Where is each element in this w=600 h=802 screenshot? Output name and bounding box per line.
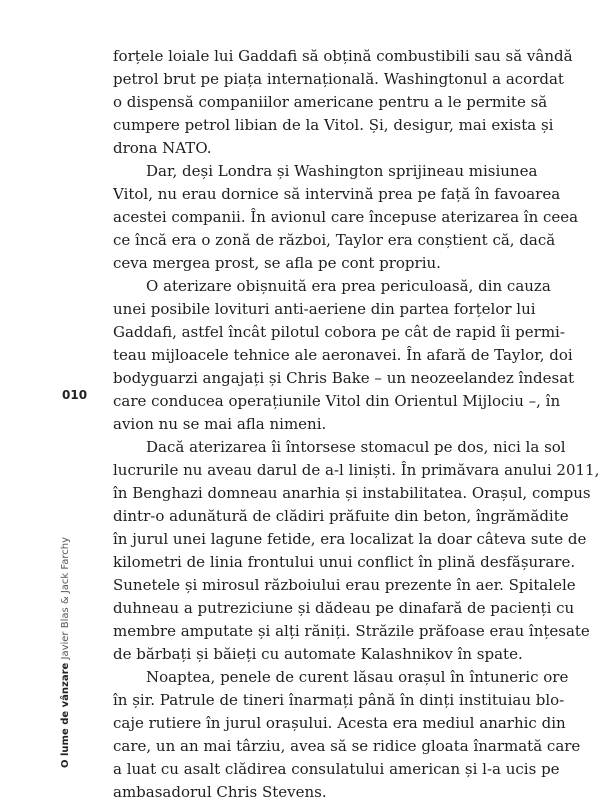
text-line: Gaddafi, astfel încât pilotul cobora pe cât de rapid îi permi- — [113, 323, 565, 341]
text-line: petrol brut pe piața internațională. Washingtonul a acordat — [113, 70, 564, 88]
text-line: dintr-o adunătură de clădiri prăfuite din beton, îngrămădite — [113, 507, 569, 525]
text-line: bodyguarzi angajați și Chris Bake – un neozeelandez îndesat — [113, 369, 575, 387]
text-line: o dispensă companiilor americane pentru a le permite să — [113, 93, 548, 111]
text-line: drona NATO. — [113, 139, 212, 157]
text-line: caje rutiere în jurul orașului. Acesta era mediul anarhic din — [113, 714, 566, 732]
page-number: 010 — [62, 388, 88, 402]
text-line: teau mijloacele tehnice ale aeronavei. În afară de Taylor, doi — [113, 346, 573, 364]
paragraph-first-line: Dacă aterizarea îi întorsese stomacul pe dos, nici la sol — [146, 438, 566, 456]
text-line: acestei companii. În avionul care începuse aterizarea în ceea — [113, 208, 579, 226]
text-line: care, un an mai târziu, avea să se ridice gloata înarmată care — [113, 737, 581, 755]
book-title: O lume de vânzare — [60, 662, 71, 768]
text-line: în Benghazi domneau anarhia și instabilitatea. Orașul, compus — [113, 484, 591, 502]
paragraph-first-line: O aterizare obișnuită era prea periculoasă, din cauza — [146, 277, 551, 295]
text-line: Sunetele și mirosul războiului erau prezente în aer. Spitalele — [113, 576, 576, 594]
text-line: unei posibile lovituri anti-aeriene din partea forțelor lui — [113, 300, 536, 318]
text-line: membre amputate și alți răniți. Străzile prăfoase erau înțesate — [113, 622, 590, 640]
book-authors: Javier Blas & Jack Farchy — [60, 537, 71, 660]
text-line: ce încă era o zonă de război, Taylor era conștient că, dacă — [113, 231, 556, 249]
paragraph-first-line: Noaptea, penele de curent lăsau orașul în întuneric ore — [146, 668, 569, 686]
text-line: în jurul unei lagune fetide, era localizat la doar câteva sute de — [113, 530, 587, 548]
text-line: care conducea operațiunile Vitol din Orientul Mijlociu –, în — [113, 392, 561, 410]
paragraph-first-line: Dar, deși Londra și Washington sprijineau misiunea — [146, 162, 538, 180]
text-line: în șir. Patrule de tineri înarmați până în dinți instituiau blo- — [113, 691, 565, 709]
text-line: ambasadorul Chris Stevens. — [113, 783, 327, 801]
text-line: Vitol, nu erau dornice să intervină prea pe față în favoarea — [113, 185, 561, 203]
text-line: forțele loiale lui Gaddafi să obțină combustibili sau să vândă — [113, 47, 573, 65]
text-line: avion nu se mai afla nimeni. — [113, 415, 327, 433]
text-line: duhneau a putreziciune și dădeau pe dinafară de pacienți cu — [113, 599, 575, 617]
text-line: cumpere petrol libian de la Vitol. Și, desigur, mai exista și — [113, 116, 554, 134]
text-line: lucrurile nu aveau darul de a-l liniști. În primăvara anului 2011, — [113, 461, 600, 479]
text-line: a luat cu asalt clădirea consulatului american și l-a ucis pe — [113, 760, 560, 778]
text-line: kilometri de linia frontului unui conflict în plină desfășurare. — [113, 553, 576, 571]
running-footer — [60, 537, 72, 768]
text-line: ceva mergea prost, se afla pe cont propriu. — [113, 254, 441, 272]
text-line: de bărbați și băieți cu automate Kalashnikov în spate. — [113, 645, 523, 663]
